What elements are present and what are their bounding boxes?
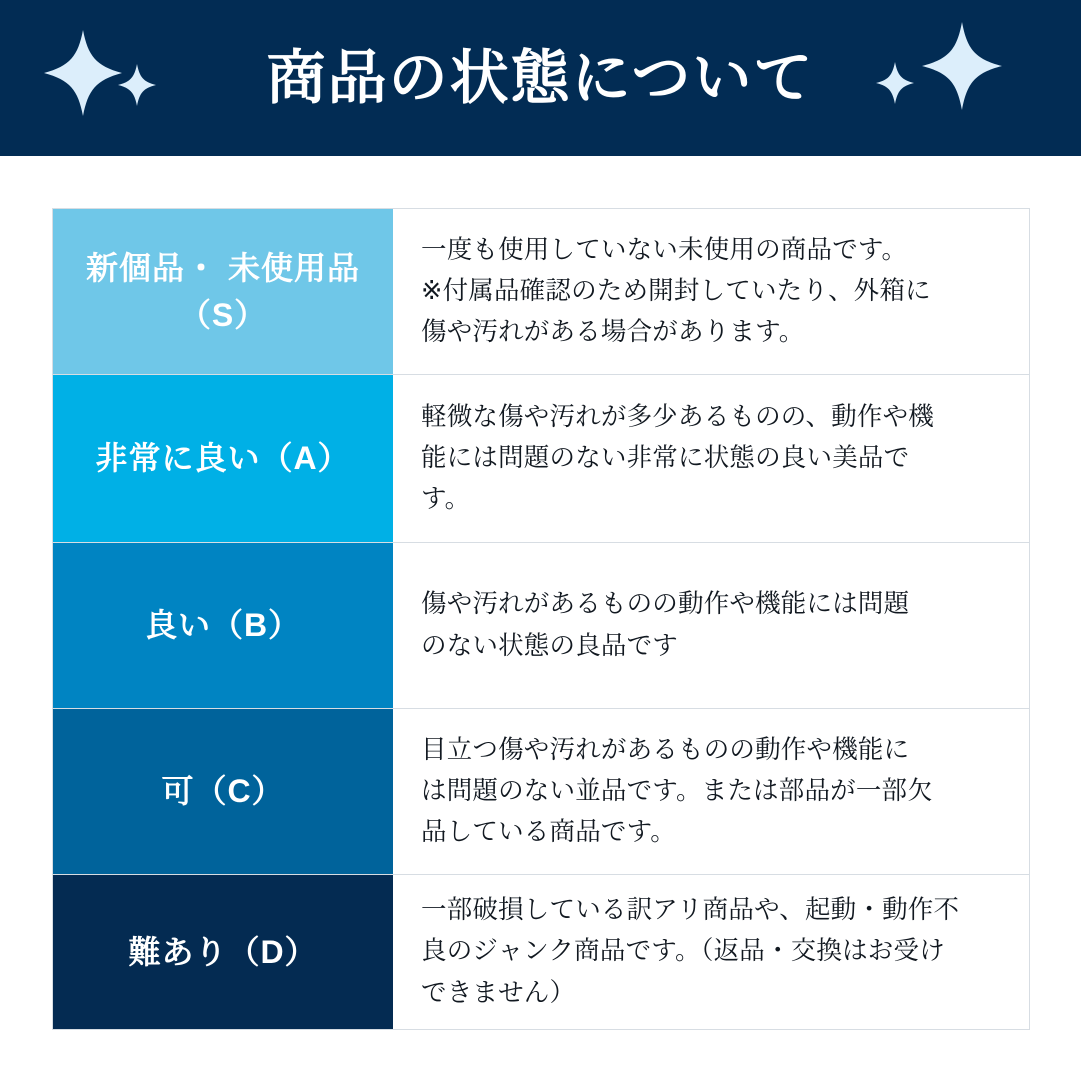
grade-label-c	[53, 709, 393, 874]
table-row	[53, 875, 1029, 1029]
description-a-line1: 軽微な傷や汚れが多少あるものの、動作や機	[421, 402, 934, 431]
grade-label-a-line1: 非常に良い（A）	[95, 440, 351, 477]
description-s-line1: 一度も使用していない未使用の商品です。	[421, 235, 908, 264]
description-a	[393, 375, 1029, 542]
description-a-line2: 能には問題のない非常に状態の良い美品で	[421, 443, 910, 472]
description-s	[393, 209, 1029, 374]
description-d	[393, 875, 1029, 1029]
sparkle-icon	[44, 30, 122, 116]
grade-label-s	[53, 209, 393, 374]
description-b	[393, 543, 1029, 708]
table-row	[53, 375, 1029, 543]
grade-label-c-line1: 可（C）	[161, 773, 285, 810]
table-row	[53, 209, 1029, 375]
table-row	[53, 543, 1029, 709]
grade-label-s-line1: 新個品・	[86, 250, 219, 287]
grade-label-a	[53, 375, 393, 542]
table-row	[53, 709, 1029, 875]
description-c-line2: は問題のない並品です。または部品が一部欠	[421, 776, 933, 805]
page-title: 商品の状態について	[266, 44, 815, 111]
grade-label-d-line1: 難あり（D）	[128, 933, 318, 970]
description-s-line3: 傷や汚れがある場合があります。	[421, 318, 805, 347]
grade-label-d	[53, 875, 393, 1029]
description-c	[393, 709, 1029, 874]
sparkle-icon	[876, 62, 914, 104]
description-a-line3: す。	[421, 485, 471, 514]
description-c-line3: 品している商品です。	[421, 818, 676, 847]
description-b-line1: 傷や汚れがあるものの動作や機能には問題	[421, 590, 910, 619]
description-d-line2: 良のジャンク商品です。（返品・交換はお受け	[421, 937, 945, 966]
sparkle-icon	[118, 64, 156, 106]
description-s-line2: ※付属品確認のため開封していたり、外箱に	[421, 276, 931, 305]
description-c-line1: 目立つ傷や汚れがあるものの動作や機能に	[421, 735, 910, 764]
grade-label-b-line1: 良い（B）	[144, 607, 302, 644]
condition-table	[52, 208, 1030, 1030]
description-d-line3: できません）	[421, 978, 576, 1007]
description-b-line2: のない状態の良品です	[421, 631, 679, 660]
header-banner	[0, 0, 1081, 156]
grade-label-b	[53, 543, 393, 708]
description-d-line1: 一部破損している訳アリ商品や、起動・動作不	[421, 896, 960, 925]
grade-label-s-line2: 未使用品（S）	[178, 250, 360, 333]
sparkle-icon	[922, 22, 1002, 110]
